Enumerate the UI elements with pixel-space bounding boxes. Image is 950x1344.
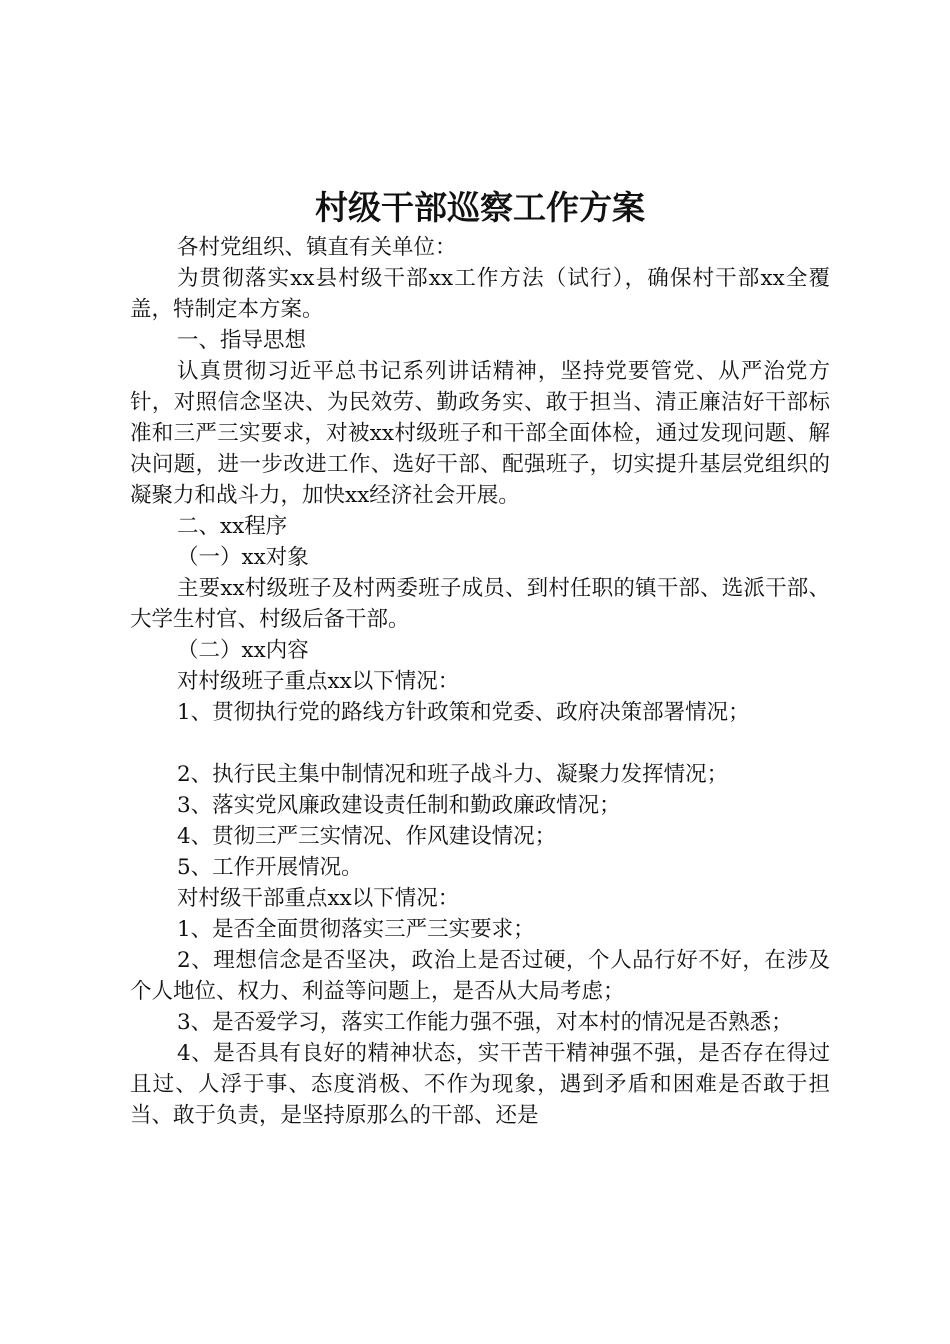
object-paragraph: 主要xx村级班子及村两委班子成员、到村任职的镇干部、选派干部、大学生村官、村级后备干部。 — [130, 576, 830, 632]
team-focus-intro: 对村级班子重点xx以下情况： — [177, 669, 460, 694]
subheading-object: （一）xx对象 — [177, 545, 309, 570]
cadre-item-2: 2、理想信念是否坚决，政治上是否过硬，个人品行好不好，在涉及个人地位、权力、利益等问题上，是否从大局考虑； — [130, 948, 830, 1004]
team-item-3: 3、落实党风廉政建设责任制和勤政廉政情况； — [177, 793, 621, 818]
team-item-5: 5、工作开展情况。 — [177, 855, 363, 880]
document-page — [130, 186, 830, 1131]
team-item-2: 2、执行民主集中制情况和班子战斗力、凝聚力发挥情况； — [177, 762, 729, 787]
document-title: 村级干部巡察工作方案 — [315, 188, 645, 227]
salutation: 各村党组织、镇直有关单位： — [177, 235, 457, 260]
cadre-focus-intro: 对村级干部重点xx以下情况： — [177, 886, 460, 911]
section-heading-procedure: 二、xx程序 — [177, 514, 288, 539]
guiding-thought-paragraph: 认真贯彻习近平总书记系列讲话精神，坚持党要管党、从严治党方针，对照信念坚决、为民效劳、勤政务实、敢于担当、清正廉洁好干部标准和三严三实要求，对被xx村级班子和干部全面体检，通过发现问题、解决问题，进一步改进工作、选好干部、配强班子，切实提升基层党组织的凝聚力和战斗力，加快xx经济社会开展。 — [130, 359, 830, 508]
cadre-item-4: 4、是否具有良好的精神状态，实干苦干精神强不强，是否存在得过且过、人浮于事、态度消极、不作为现象，遇到矛盾和困难是否敢于担当、敢于负责，是坚持原那么的干部、还是 — [130, 1041, 830, 1128]
team-item-1: 1、贯彻执行党的路线方针政策和党委、政府决策部署情况； — [177, 700, 750, 725]
intro-paragraph: 为贯彻落实xx县村级干部xx工作方法（试行），确保村干部xx全覆盖，特制定本方案。 — [130, 266, 830, 322]
team-item-4: 4、贯彻三严三实情况、作风建设情况； — [177, 824, 557, 849]
cadre-item-3: 3、是否爱学习，落实工作能力强不强，对本村的情况是否熟悉； — [177, 1010, 793, 1035]
subheading-content: （二）xx内容 — [177, 638, 309, 663]
cadre-item-1: 1、是否全面贯彻落实三严三实要求； — [177, 917, 535, 942]
section-heading-guiding-thought: 一、指导思想 — [177, 328, 307, 353]
